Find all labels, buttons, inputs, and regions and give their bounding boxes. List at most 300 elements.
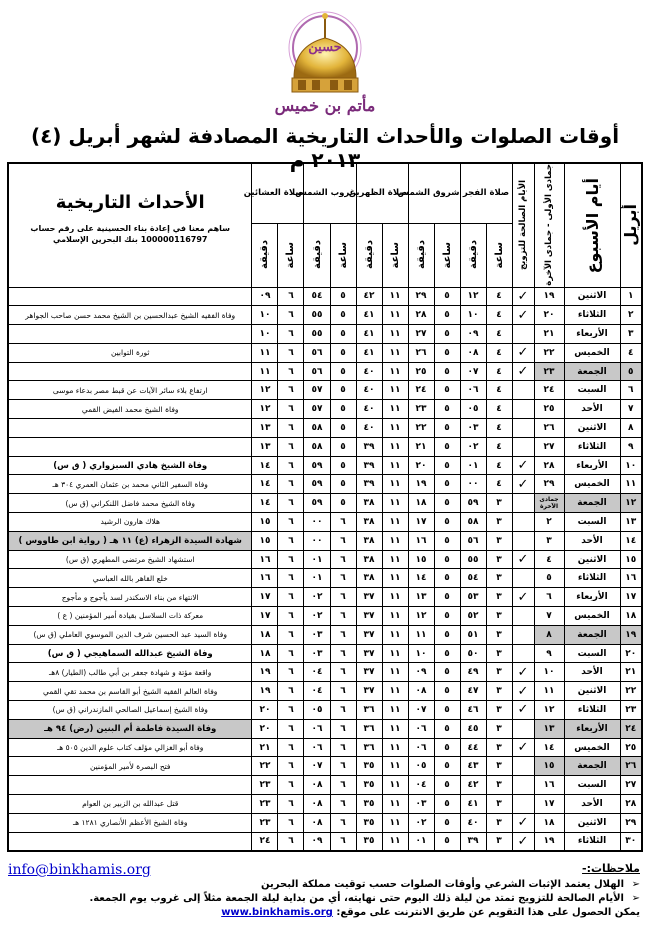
fajr-minute: ٤٣ [460,757,486,776]
fajr-minute: ٥٠ [460,644,486,663]
fajr-hour: ٣ [486,757,512,776]
fajr-minute: ٠٢ [460,437,486,456]
dhuhr-hour: ١١ [382,437,408,456]
dhuhr-hour: ١١ [382,343,408,362]
sunrise-minute: ٠٦ [408,719,434,738]
day-cell: ١٦ [620,569,642,588]
hijri-cell: ٧ [534,607,564,626]
sunrise-minute: ٠٢ [408,813,434,832]
sunset-minute: ٥٨ [304,419,330,438]
isha-minute: ١٢ [252,400,278,419]
table-row [8,343,642,362]
weekday-cell: الخميس [564,475,620,494]
hijri-cell: جمادى الآخرة [534,494,564,513]
weekday-cell: الثلاثاء [564,437,620,456]
dhuhr-hour: ١١ [382,513,408,532]
table-row [8,513,642,532]
hijri-cell: ٩ [534,644,564,663]
day-cell: ٩ [620,437,642,456]
dhuhr-minute: ٤١ [356,343,382,362]
isha-minute: ١٤ [252,475,278,494]
isha-minute: ١٥ [252,531,278,550]
sunset-hour: ٦ [330,776,356,795]
dhuhr-minute: ٣٨ [356,550,382,569]
logo [272,8,378,120]
dhuhr-hour: ١١ [382,832,408,851]
dhuhr-minute: ٣٨ [356,513,382,532]
isha-hour: ٦ [278,644,304,663]
hijri-cell: ١٦ [534,776,564,795]
header-minute: دقيقة [304,223,330,287]
sunrise-hour: ٥ [434,381,460,400]
sunset-hour: ٥ [330,381,356,400]
sunrise-minute: ٢٢ [408,419,434,438]
hijri-cell: ٥ [534,569,564,588]
sunset-minute: ٠٧ [304,757,330,776]
hijri-cell: ١٠ [534,663,564,682]
checkmark-icon: ✓ [517,458,529,474]
sunrise-hour: ٥ [434,550,460,569]
sunrise-minute: ٠٣ [408,795,434,814]
fajr-minute: ٤٠ [460,813,486,832]
dhuhr-hour: ١١ [382,719,408,738]
table-row [8,757,642,776]
marriage-cell [512,287,534,306]
isha-minute: ١٨ [252,644,278,663]
dhuhr-hour: ١١ [382,701,408,720]
dhuhr-minute: ٣٥ [356,832,382,851]
weekday-cell: الجمعة [564,757,620,776]
sunrise-minute: ١٤ [408,569,434,588]
fajr-hour: ٣ [486,588,512,607]
weekday-cell: الأحد [564,531,620,550]
hijri-cell: ٢٥ [534,400,564,419]
fajr-hour: ٤ [486,381,512,400]
isha-hour: ٦ [278,607,304,626]
hijri-cell: ٢ [534,513,564,532]
sunrise-hour: ٥ [434,531,460,550]
sunset-minute: ٠١ [304,569,330,588]
sunset-hour: ٥ [330,343,356,362]
sunset-hour: ٦ [330,757,356,776]
fajr-hour: ٤ [486,437,512,456]
fajr-minute: ٥٢ [460,607,486,626]
dhuhr-hour: ١١ [382,287,408,306]
event-cell: قتل عبدالله بن الزبير بن العوام [8,795,252,814]
fajr-minute: ١٢ [460,287,486,306]
event-cell: هلاك هارون الرشيد [8,513,252,532]
fajr-minute: ٤٢ [460,776,486,795]
isha-minute: ١٢ [252,381,278,400]
table-row [8,701,642,720]
sunrise-hour: ٥ [434,795,460,814]
sunrise-minute: ٢١ [408,437,434,456]
table-row [8,663,642,682]
hijri-cell: ١٧ [534,795,564,814]
marriage-cell [512,682,534,701]
fajr-minute: ٠٠ [460,475,486,494]
sunrise-hour: ٥ [434,419,460,438]
day-cell: ١٠ [620,456,642,475]
hijri-cell: ١٣ [534,719,564,738]
isha-hour: ٦ [278,832,304,851]
isha-minute: ٢٢ [252,757,278,776]
table-row [8,437,642,456]
sunrise-minute: ٠٦ [408,738,434,757]
fajr-hour: ٣ [486,701,512,720]
dhuhr-minute: ٣٧ [356,663,382,682]
isha-minute: ١٠ [252,325,278,344]
isha-minute: ٢٠ [252,701,278,720]
fajr-minute: ١٠ [460,306,486,325]
hijri-cell: ٢٠ [534,306,564,325]
fajr-hour: ٣ [486,569,512,588]
table-row [8,569,642,588]
isha-hour: ٦ [278,325,304,344]
sunset-hour: ٥ [330,400,356,419]
dhuhr-hour: ١١ [382,381,408,400]
checkmark-icon: ✓ [517,307,529,323]
dhuhr-minute: ٣٨ [356,494,382,513]
event-cell: خلع القاهر بالله العباسي [8,569,252,588]
day-cell: ١٤ [620,531,642,550]
dhuhr-minute: ٣٧ [356,607,382,626]
sunrise-hour: ٥ [434,569,460,588]
sunrise-minute: ٢٨ [408,306,434,325]
sunrise-hour: ٥ [434,588,460,607]
sunrise-hour: ٥ [434,287,460,306]
fajr-minute: ٠٦ [460,381,486,400]
dhuhr-hour: ١١ [382,682,408,701]
marriage-cell [512,795,534,814]
fajr-hour: ٤ [486,475,512,494]
dhuhr-hour: ١١ [382,795,408,814]
weekday-cell: الأحد [564,663,620,682]
weekday-cell: الاثنين [564,287,620,306]
marriage-cell [512,663,534,682]
header-dhuhr: صلاة الظهرين [356,163,408,223]
donation-note: ساهم معنا في إعادة بناء الحسينية على رقم حساب 100000116797 بنك البحرين الإسلامي [30,224,231,244]
hijri-cell: ٤ [534,550,564,569]
hijri-cell: ٢٧ [534,437,564,456]
sunset-minute: ٥٦ [304,343,330,362]
sunset-hour: ٦ [330,531,356,550]
sunset-minute: ٠٨ [304,813,330,832]
weekday-cell: الأربعاء [564,456,620,475]
marriage-cell [512,362,534,381]
sunrise-hour: ٥ [434,682,460,701]
email-link[interactable]: info@binkhamis.org [8,862,151,878]
header-minute: دقيقة [408,223,434,287]
sunset-minute: ٥٩ [304,456,330,475]
checkmark-icon: ✓ [517,288,529,304]
dhuhr-minute: ٣٥ [356,757,382,776]
event-cell: وفاة الشيخ محمد الفيض القمي [8,400,252,419]
fajr-minute: ٠٩ [460,325,486,344]
weekday-cell: السبت [564,776,620,795]
sunset-hour: ٥ [330,475,356,494]
dhuhr-hour: ١١ [382,400,408,419]
sunset-minute: ٥٧ [304,400,330,419]
weekday-cell: الأحد [564,795,620,814]
dhuhr-minute: ٣٧ [356,644,382,663]
dhuhr-minute: ٣٨ [356,531,382,550]
day-cell: ٢٨ [620,795,642,814]
hijri-cell: ٢٨ [534,456,564,475]
isha-minute: ١٩ [252,663,278,682]
dhuhr-minute: ٣٧ [356,625,382,644]
table-row [8,419,642,438]
event-cell: وفاة السفير الثاني محمد بن عثمان العمري ٣٠٤ هـ [8,475,252,494]
day-cell: ٢٠ [620,644,642,663]
dhuhr-hour: ١١ [382,362,408,381]
fajr-minute: ٠٨ [460,343,486,362]
sunrise-minute: ١١ [408,625,434,644]
event-cell: واقعة مؤتة و شهادة جعفر بن أبي طالب (الطيار) ٨هـ [8,663,252,682]
checkmark-icon: ✓ [517,664,529,680]
notes-section [80,862,640,920]
sunrise-minute: ٢٤ [408,381,434,400]
dhuhr-hour: ١١ [382,738,408,757]
weekday-cell: الجمعة [564,625,620,644]
event-cell: وفاة الشيخ عبدالله السماهيجي ( ق س) [8,644,252,663]
event-cell [8,419,252,438]
sunrise-minute: ١٦ [408,531,434,550]
weekday-cell: الثلاثاء [564,306,620,325]
fajr-hour: ٤ [486,306,512,325]
sunrise-hour: ٥ [434,644,460,663]
isha-hour: ٦ [278,513,304,532]
day-cell: ٢٧ [620,776,642,795]
day-cell: ٥ [620,362,642,381]
isha-hour: ٦ [278,531,304,550]
day-cell: ٢٤ [620,719,642,738]
marriage-cell [512,513,534,532]
sunrise-minute: ٠٩ [408,663,434,682]
isha-minute: ١٦ [252,569,278,588]
fajr-minute: ٥٥ [460,550,486,569]
sunrise-hour: ٥ [434,701,460,720]
header-hour: ساعة [382,223,408,287]
header-hour: ساعة [330,223,356,287]
sunset-hour: ٥ [330,419,356,438]
table-row [8,362,642,381]
dhuhr-hour: ١١ [382,663,408,682]
fajr-hour: ٣ [486,682,512,701]
sunrise-hour: ٥ [434,362,460,381]
hijri-cell: ١٩ [534,832,564,851]
dhuhr-hour: ١١ [382,531,408,550]
isha-hour: ٦ [278,719,304,738]
isha-minute: ١٧ [252,588,278,607]
fajr-hour: ٣ [486,813,512,832]
table-row [8,475,642,494]
weekday-cell: الثلاثاء [564,569,620,588]
marriage-cell [512,494,534,513]
day-cell: ١٢ [620,494,642,513]
weekday-cell: الأحد [564,400,620,419]
marriage-cell [512,569,534,588]
day-cell: ٣ [620,325,642,344]
day-cell: ١٧ [620,588,642,607]
dhuhr-minute: ٤١ [356,306,382,325]
marriage-cell [512,588,534,607]
dhuhr-minute: ٤٠ [356,419,382,438]
fajr-minute: ٤٩ [460,663,486,682]
table-row [8,738,642,757]
hijri-cell: ١٨ [534,813,564,832]
weekday-cell: الثلاثاء [564,832,620,851]
fajr-hour: ٣ [486,644,512,663]
isha-hour: ٦ [278,757,304,776]
fajr-minute: ٥١ [460,625,486,644]
isha-hour: ٦ [278,400,304,419]
isha-hour: ٦ [278,381,304,400]
dhuhr-hour: ١١ [382,550,408,569]
isha-hour: ٦ [278,343,304,362]
sunrise-minute: ٠٧ [408,701,434,720]
table-row [8,644,642,663]
hijri-cell: ٣ [534,531,564,550]
header-isha: صلاة العشائين [252,163,304,223]
dhuhr-hour: ١١ [382,588,408,607]
table-row [8,795,642,814]
header-hour: ساعة [434,223,460,287]
sunrise-hour: ٥ [434,663,460,682]
fajr-hour: ٣ [486,625,512,644]
day-cell: ٧ [620,400,642,419]
marriage-cell [512,738,534,757]
dhuhr-minute: ٣٦ [356,738,382,757]
dhuhr-minute: ٣٩ [356,456,382,475]
fajr-hour: ٤ [486,362,512,381]
weekday-cell: السبت [564,381,620,400]
day-cell: ١٨ [620,607,642,626]
dhuhr-hour: ١١ [382,419,408,438]
marriage-cell [512,757,534,776]
sunset-minute: ٠٨ [304,795,330,814]
header-weekday: أيام الأسبوع [564,163,620,287]
isha-hour: ٦ [278,625,304,644]
sunrise-minute: ٠٨ [408,682,434,701]
event-cell: وفاة الشيخ إسماعيل الصالحي المازندراني (ق س) [8,701,252,720]
event-cell [8,776,252,795]
isha-minute: ١٨ [252,625,278,644]
checkmark-icon: ✓ [517,476,529,492]
fajr-minute: ٠١ [460,456,486,475]
website-link[interactable]: www.binkhamis.org [221,907,333,918]
weekday-cell: الاثنين [564,419,620,438]
header-events: الأحداث التاريخية ساهم معنا في إعادة بناء الحسينية على رقم حساب 100000116797 بنك البحرين الإسلامي [8,163,252,287]
dhuhr-minute: ٣٩ [356,475,382,494]
sunset-minute: ٠٠ [304,513,330,532]
sunset-hour: ٦ [330,644,356,663]
fajr-hour: ٣ [486,832,512,851]
fajr-hour: ٣ [486,738,512,757]
fajr-minute: ٥٦ [460,531,486,550]
isha-hour: ٦ [278,362,304,381]
dhuhr-minute: ٣٥ [356,776,382,795]
header-sunset: غروب الشمس [304,163,356,223]
dhuhr-hour: ١١ [382,607,408,626]
table-row [8,682,642,701]
header-hour: ساعة [486,223,512,287]
sunset-hour: ٦ [330,607,356,626]
sunrise-hour: ٥ [434,625,460,644]
sunset-hour: ٥ [330,287,356,306]
dhuhr-hour: ١١ [382,757,408,776]
sunset-minute: ٥٥ [304,306,330,325]
sunset-hour: ٦ [330,832,356,851]
table-row [8,832,642,851]
sunrise-minute: ١٥ [408,550,434,569]
fajr-hour: ٣ [486,776,512,795]
dhuhr-minute: ٣٥ [356,795,382,814]
isha-hour: ٦ [278,588,304,607]
marriage-cell [512,607,534,626]
fajr-hour: ٤ [486,287,512,306]
isha-hour: ٦ [278,437,304,456]
note-item: ➢ الأيام الصالحة للتزويج تمتد من ليلة ذلك اليوم حتى نهايته، أي من بداية ليلة الجمعة مثلاً إلى غروب يوم الجمعة. [89,893,640,904]
day-cell: ٢٥ [620,738,642,757]
weekday-cell: الأربعاء [564,325,620,344]
fajr-hour: ٤ [486,456,512,475]
isha-hour: ٦ [278,682,304,701]
sunrise-minute: ٢٩ [408,287,434,306]
event-cell [8,287,252,306]
dhuhr-minute: ٣٧ [356,682,382,701]
event-cell: وفاة الفقيه الشيخ عبدالحسين بن الشيخ محمد حسن صاحب الجواهر [8,306,252,325]
isha-minute: ٢٣ [252,813,278,832]
sunset-minute: ٠٤ [304,663,330,682]
weekday-cell: الخميس [564,343,620,362]
arrow-icon: ➢ [631,879,640,890]
sunrise-hour: ٥ [434,757,460,776]
day-cell: ٨ [620,419,642,438]
event-cell [8,832,252,851]
table-row [8,494,642,513]
event-cell: وفاة الشيخ محمد فاضل اللنكراني (ق س) [8,494,252,513]
isha-minute: ٢١ [252,738,278,757]
fajr-hour: ٣ [486,719,512,738]
dhuhr-minute: ٣٧ [356,588,382,607]
event-cell [8,362,252,381]
dhuhr-hour: ١١ [382,813,408,832]
dhuhr-minute: ٤٠ [356,362,382,381]
sunset-minute: ٠٦ [304,719,330,738]
weekday-cell: الجمعة [564,362,620,381]
table-row [8,588,642,607]
fajr-minute: ٤١ [460,795,486,814]
day-cell: ٣٠ [620,832,642,851]
header-marriage: الأيام الصالحة للتزويج [512,163,534,287]
table-row [8,813,642,832]
day-cell: ١ [620,287,642,306]
dhuhr-hour: ١١ [382,776,408,795]
sunset-minute: ٠٩ [304,832,330,851]
marriage-cell [512,776,534,795]
event-cell: وفاة العالم الفقيه الشيخ أبو القاسم بن محمد تقي القمي [8,682,252,701]
sunrise-hour: ٥ [434,456,460,475]
sunset-hour: ٥ [330,494,356,513]
header-minute: دقيقة [460,223,486,287]
sunset-hour: ٦ [330,513,356,532]
sunrise-minute: ٢٦ [408,343,434,362]
sunset-hour: ٦ [330,663,356,682]
checkmark-icon: ✓ [517,702,529,718]
fajr-minute: ٣٩ [460,832,486,851]
checkmark-icon: ✓ [517,683,529,699]
